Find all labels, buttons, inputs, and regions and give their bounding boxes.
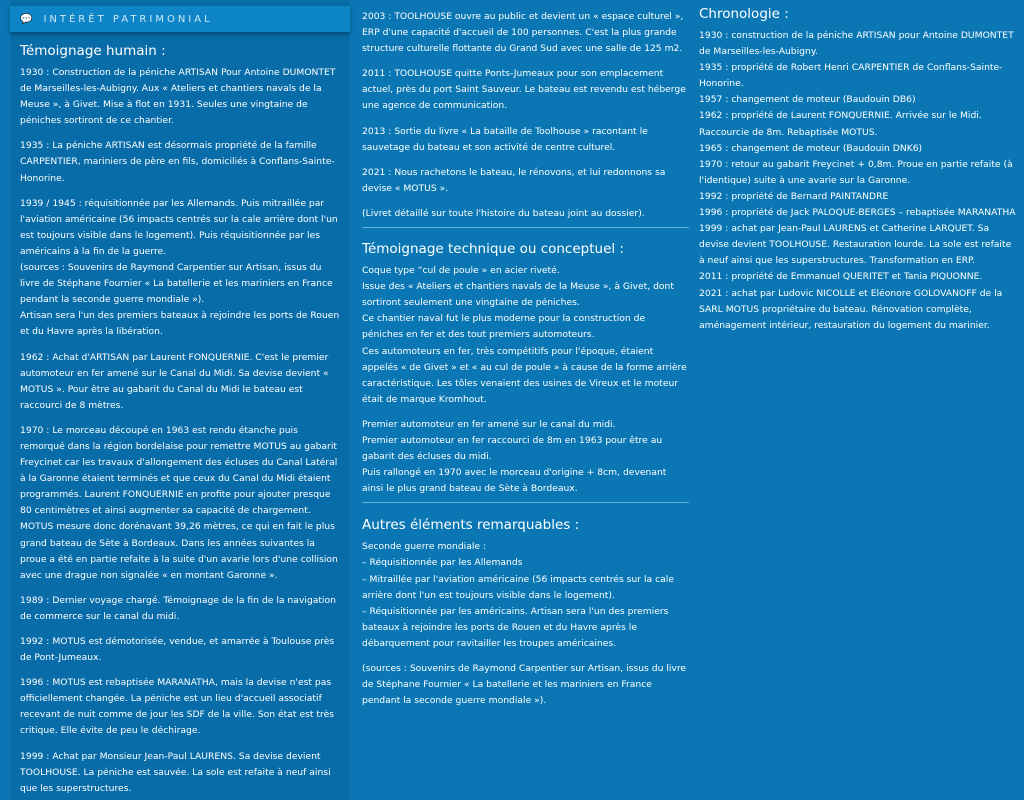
paragraph: 1970 : Le morceau découpé en 1963 est rendu étanche puis remorqué dans la région bordelaise pour remettre MOTUS au gabarit Freycinet car les travaux d'allongement des écluses du Canal Latéral à la Garonne étaient terminés et que ceux du Canal du Midi étaient programmés. Laurent FONQUERNIE en profite pour ajouter presque 80 centimètres et ainsi augmenter sa capacité de chargement. MOTUS mesure donc dorénavant 39,26 mètres, ce qui en fait le plus grand bateau de Sète à Bordeaux. Dans les années suivantes la proue a été en partie refaite à la suite d'un avarie lors d'une collision avec une drague non signalée « en montant Garonne ». [20,424,338,581]
paragraph: 2021 : Nous rachetons le bateau, le rénovons, et lui redonnons sa devise « MOTUS ». [362,166,666,194]
paragraph: Ces automoteurs en fer, très compétitifs pour l'époque, étaient appelés « de Givet » et « au cul de poule » à cause de la forme arrière caractéristique. Les tôles venaient des usines de Vireux et le moteur était de marque Kromhout. [362,345,687,405]
section-header-bar [10,6,350,32]
paragraph: 1935 : La péniche ARTISAN est désormais propriété de la famille CARPENTIER, mariniers de père en fils, domiciliés à Conflans-Sainte-Honorine. [20,140,335,184]
paragraph: (sources : Souvenirs de Raymond Carpentier sur Artisan, issus du livre de Stéphane Fournier « La batellerie et les mariniers en France pendant la seconde guerre mondiale »). [20,262,333,306]
paragraph: – Réquisitionnée par les américains. Artisan sera l'un des premiers bateaux à rejoindre les ports de Rouen et du Havre après le débarquement pour ravitailler les troupes américaines. [362,605,669,649]
divider [362,502,689,503]
section-header-label: INTÉRÊT PATRIMONIAL [43,13,213,25]
column-middle [357,0,697,709]
paragraph: Coque type “cul de poule » en acier riveté. [362,265,560,277]
paragraph: (sources : Souvenirs de Raymond Carpentier sur Artisan, issus du livre de Stéphane Fournier « La batellerie et les mariniers en France pendant la seconde guerre mondiale »). [362,663,687,707]
chronology-item: 1996 : propriété de Jack PALOQUE-BERGES – rebaptisée MARANATHA [699,207,1016,219]
paragraph: 2011 : TOOLHOUSE quitte Ponts-Jumeaux pour son emplacement actuel, près du port Saint Sauveur. Le bateau est revendu est héberge une agence de communication. [362,68,686,112]
paragraph: Artisan sera l'un des premiers bateaux à rejoindre les ports de Rouen et du Havre après la libération. [20,310,340,338]
chronology-item: 1965 : changement de moteur (Baudouin DNK6) [699,142,923,154]
paragraph: (Livret détaillé sur toute l'histoire du bateau joint au dossier). [362,207,645,219]
remarkable-elements-title: Autres éléments remarquables : [362,517,580,534]
paragraph: Seconde guerre mondiale : [362,541,487,553]
human-testimony-title: Témoignage humain : [20,43,166,59]
chronology-item: 1962 : propriété de Laurent FONQUERNIE. Arrivée sur le Midi. Raccourcie de 8m. Rebaptisée MOTUS. [699,110,982,138]
paragraph: 1989 : Dernier voyage chargé. Témoignage de la fin de la navigation de commerce sur le canal du midi. [20,594,336,622]
paragraph: Ce chantier naval fut le plus moderne pour la construction de péniches en fer et des tout premiers automoteurs. [362,313,646,341]
paragraph: 1962 : Achat d'ARTISAN par Laurent FONQUERNIE. C'est le premier automoteur en fer amené sur le Canal du Midi. Sa devise devient « MOTUS ». Pour être au gabarit du Canal du Midi le bateau est raccourci de 8 mètres. [20,351,329,411]
chronology-item: 1935 : propriété de Robert Henri CARPENTIER de Conflans-Sainte-Honorine. [699,62,1003,90]
chronology-item: 1992 : propriété de Bernard PAINTANDRE [699,190,889,202]
chronology-item: 1930 : construction de la péniche ARTISAN pour Antoine DUMONTET de Marseilles-les-Aubigny. [699,30,1014,58]
chronology-item: 1970 : retour au gabarit Freycinet + 0,8m. Proue en partie refaite (à l'identique) suite à une avarie sur la Garonne. [699,158,1013,186]
paragraph: 1939 / 1945 : réquisitionnée par les Allemands. Puis mitraillée par l'aviation américaine (56 impacts centrés sur la cale arrière dont l'un est toujours visible dans le logement). Puis réquisitionnée par les américains à la fin de la guerre. [20,197,338,257]
paragraph: 2013 : Sortie du livre « La bataille de Toolhouse » racontant le sauvetage du bateau et son activité de centre culturel. [362,125,648,153]
paragraph: – Mitraillée par l'aviation américaine (56 impacts centrés sur la cale arrière dont l'un est toujours visible dans le logement). [362,573,674,601]
divider [362,227,689,228]
paragraph: 1992 : MOTUS est démotorisée, vendue, et amarrée à Toulouse près de Pont-Jumeaux. [20,636,335,664]
chronology-item: 1999 : achat par Jean-Paul LAURENS et Catherine LARQUET. Sa devise devient TOOLHOUSE. Restauration lourde. La sole est refaite à neuf ainsi que les superstructures. Transformation en ERP. [699,223,1012,267]
chronology-item: 2021 : achat par Ludovic NICOLLE et Eléonore GOLOVANOFF de la SARL MOTUS propriétaire du bateau. Rénovation complète, aménagement intérieur, restauration du logement du marinier. [699,287,1003,331]
paragraph: Premier automoteur en fer amené sur le canal du midi. [362,418,616,430]
column-human-testimony [10,0,350,800]
paragraph: Puis rallongé en 1970 avec le morceau d'origine + 8cm, devenant ainsi le plus grand bateau de Sète à Bordeaux. [362,467,667,495]
paragraph: Issue des « Ateliers et chantiers navals de la Meuse », à Givet, dont sortiront seulement une vingtaine de péniches. [362,281,674,309]
chronology-title: Chronologie : [699,6,789,22]
paragraph: 1930 : Construction de la péniche ARTISAN Pour Antoine DUMONTET de Marseilles-les-Aubigny. Aux « Ateliers et chantiers navals de la Meuse », à Givet. Mise à flot en 1931. Seules une vingtaine de péniches sortiront de ce chantier. [20,67,336,127]
speech-bubble-icon: 💬 [20,13,36,25]
chronology-item: 1957 : changement de moteur (Baudouin DB6) [699,94,916,106]
technical-testimony-title: Témoignage technique ou conceptuel : [362,241,624,258]
paragraph: Premier automoteur en fer raccourci de 8m en 1963 pour être au gabarit des écluses du midi. [362,434,663,463]
paragraph: 1996 : MOTUS est rebaptisée MARANATHA, mais la devise n'est pas officiellement changée. La péniche est un lieu d'accueil associatif recevant de nuit comme de jour les SDF de la ville. Son état est très critique. Elle évite de peu le déchirage. [20,677,335,737]
column-chronology [695,0,1024,334]
chronology-item: 2011 : propriété de Emmanuel QUERITET et Tania PIQUONNE. [699,271,983,283]
paragraph: – Réquisitionnée par les Allemands [362,557,523,569]
paragraph: 1999 : Achat par Monsieur Jean-Paul LAURENS. Sa devise devient TOOLHOUSE. La péniche est sauvée. La sole est refaite à neuf ainsi que les superstructures. [20,750,331,794]
paragraph: 2003 : TOOLHOUSE ouvre au public et devient un « espace culturel », ERP d'une capacité d'accueil de 100 personnes. C'est la plus grande structure culturelle flottante du Grand Sud avec une salle de 125 m2. [362,11,684,55]
